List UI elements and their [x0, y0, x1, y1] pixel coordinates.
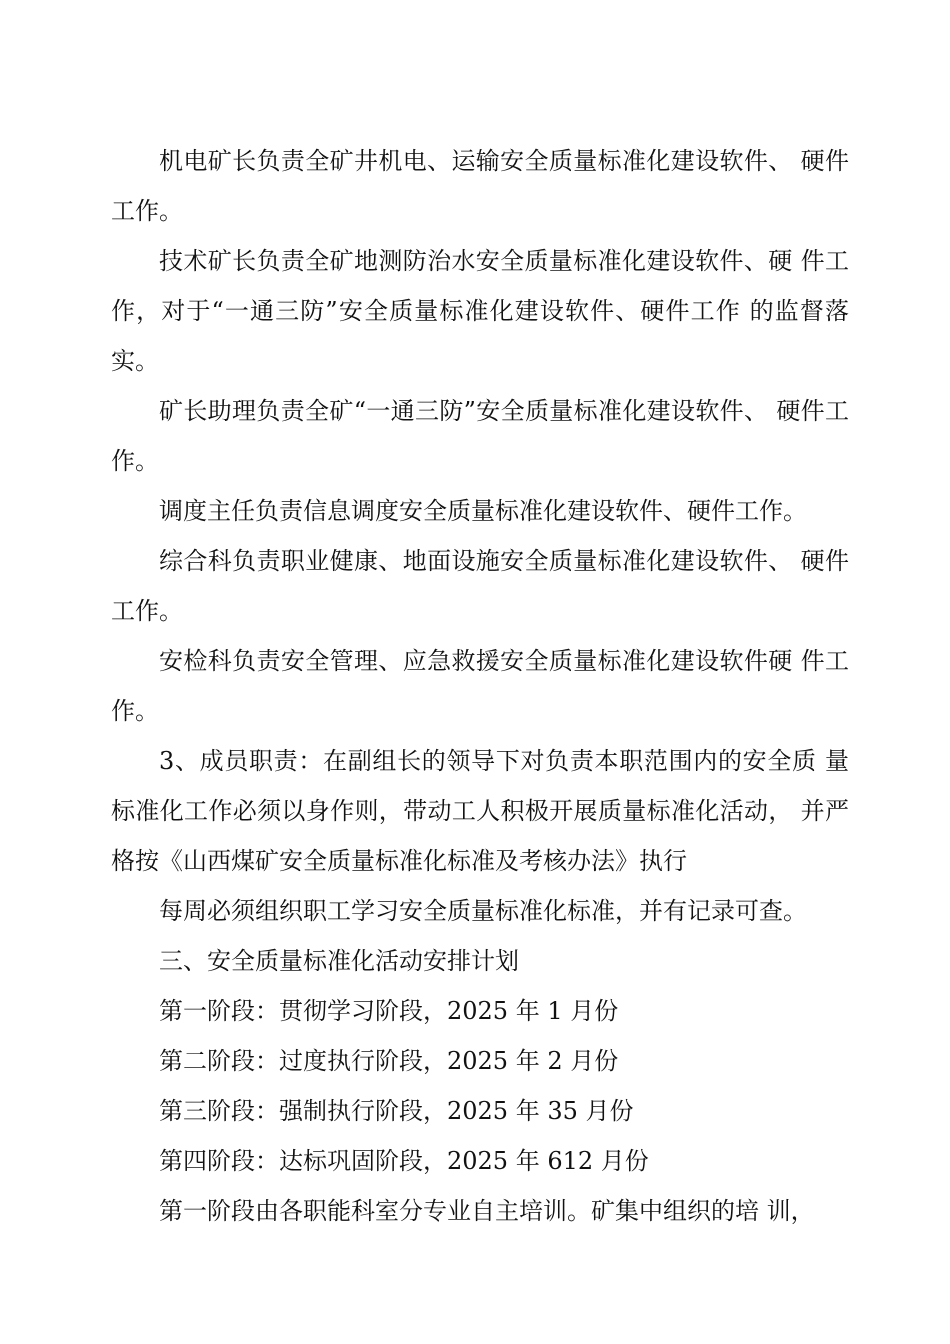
paragraph-general-section: 综合科负责职业健康、地面设施安全质量标准化建设软件、 硬件工作。 — [111, 547, 849, 625]
paragraph-technical-director: 技术矿长负责全矿地测防治水安全质量标准化建设软件、硬 件工作，对于“一通三防”安全质量标准化建设软件、硬件工作 的监督落实。 — [111, 247, 849, 375]
paragraph-member-duties: 3、成员职责：在副组长的领导下对负责本职范围内的安全质 量标准化工作必须以身作则，带动工人积极开展质量标准化活动， 并严格按《山西煤矿安全质量标准化标准及考核办法》执行 — [111, 747, 849, 875]
document-body — [111, 136, 849, 1236]
phase-item: 第四阶段：达标巩固阶段，2025 年 612 月份 — [159, 1147, 649, 1175]
paragraph-safety-inspection: 安检科负责安全管理、应急救援安全质量标准化建设软件硬 件工作。 — [111, 647, 849, 725]
phase-item: 第二阶段：过度执行阶段，2025 年 2 月份 — [159, 1047, 619, 1075]
paragraph-dispatch-director: 调度主任负责信息调度安全质量标准化建设软件、硬件工作。 — [159, 497, 807, 525]
phase-item: 第三阶段：强制执行阶段，2025 年 35 月份 — [159, 1097, 634, 1125]
paragraph-director-assistant: 矿长助理负责全矿“一通三防”安全质量标准化建设软件、 硬件工作。 — [111, 397, 849, 475]
paragraph-phase-one-training: 第一阶段由各职能科室分专业自主培训。矿集中组织的培 训， — [159, 1197, 815, 1225]
section-heading: 三、安全质量标准化活动安排计划 — [159, 947, 519, 975]
phase-item: 第一阶段：贯彻学习阶段，2025 年 1 月份 — [159, 997, 619, 1025]
paragraph-weekly-study: 每周必须组织职工学习安全质量标准化标准，并有记录可查。 — [159, 897, 807, 925]
paragraph-electromechanical-director: 机电矿长负责全矿井机电、运输安全质量标准化建设软件、 硬件工作。 — [111, 147, 849, 225]
